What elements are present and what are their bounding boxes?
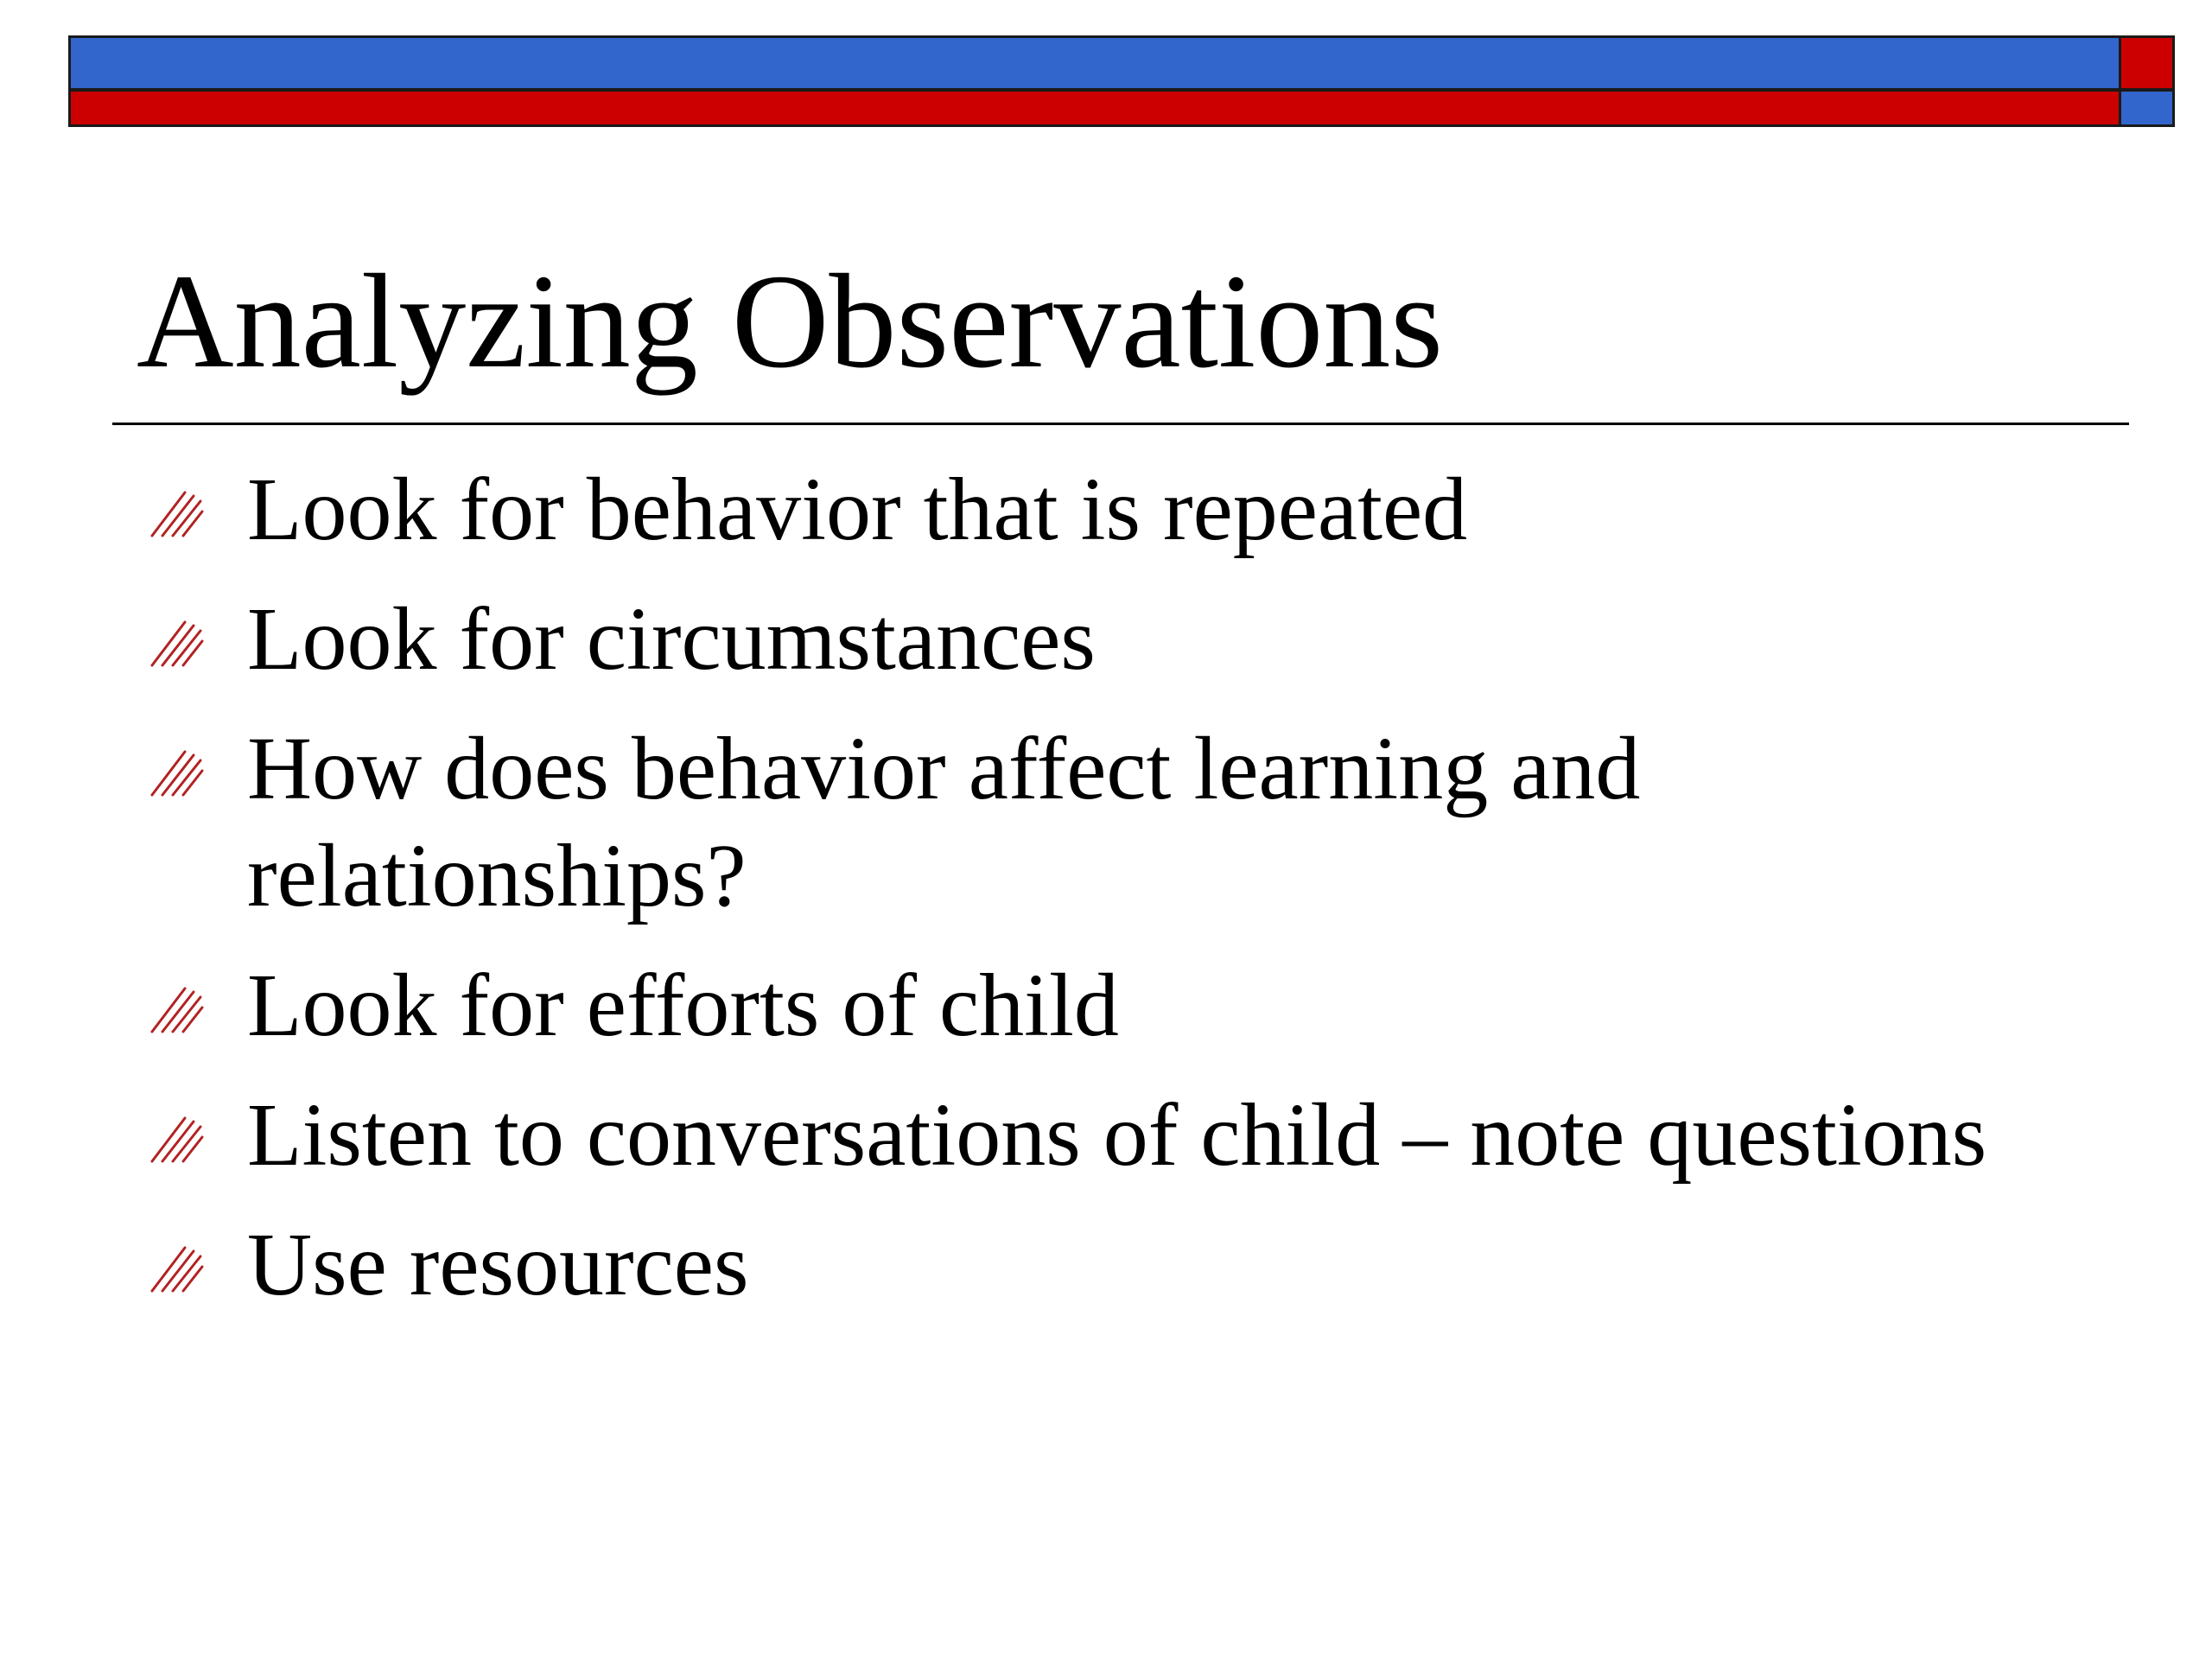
hatched-lines-icon bbox=[149, 1241, 204, 1296]
bullet-text: Use resources bbox=[247, 1215, 749, 1314]
bullet-item bbox=[145, 1082, 2089, 1189]
band-corner-red-square bbox=[2119, 35, 2175, 91]
bullet-item bbox=[145, 715, 2089, 930]
hatched-lines-icon bbox=[149, 1111, 204, 1166]
band-red-stripe bbox=[68, 91, 2121, 127]
hatched-lines-icon bbox=[149, 615, 204, 671]
bullet-text: How does behavior affect learning and relationships? bbox=[247, 719, 1641, 925]
hatched-lines-icon bbox=[149, 982, 204, 1037]
bullet-text: Look for circumstances bbox=[247, 589, 1096, 689]
slide-title: Analyzing Observations bbox=[137, 246, 1444, 396]
title-underline-rule bbox=[112, 423, 2129, 425]
bullet-text: Listen to conversations of child – note questions bbox=[247, 1085, 1987, 1185]
band-blue-stripe bbox=[68, 35, 2121, 91]
bullet-item bbox=[145, 952, 2089, 1059]
hatched-lines-icon bbox=[149, 745, 204, 800]
bullet-item bbox=[145, 586, 2089, 693]
bullet-item bbox=[145, 1211, 2089, 1319]
hatched-lines-icon bbox=[149, 486, 204, 541]
bullet-text: Look for behavior that is repeated bbox=[247, 460, 1468, 559]
bullet-list bbox=[145, 456, 2089, 1341]
top-decorative-band bbox=[68, 35, 2175, 127]
bullet-item bbox=[145, 456, 2089, 563]
bullet-text: Look for efforts of child bbox=[247, 956, 1119, 1055]
band-corner-blue-square bbox=[2119, 91, 2175, 127]
